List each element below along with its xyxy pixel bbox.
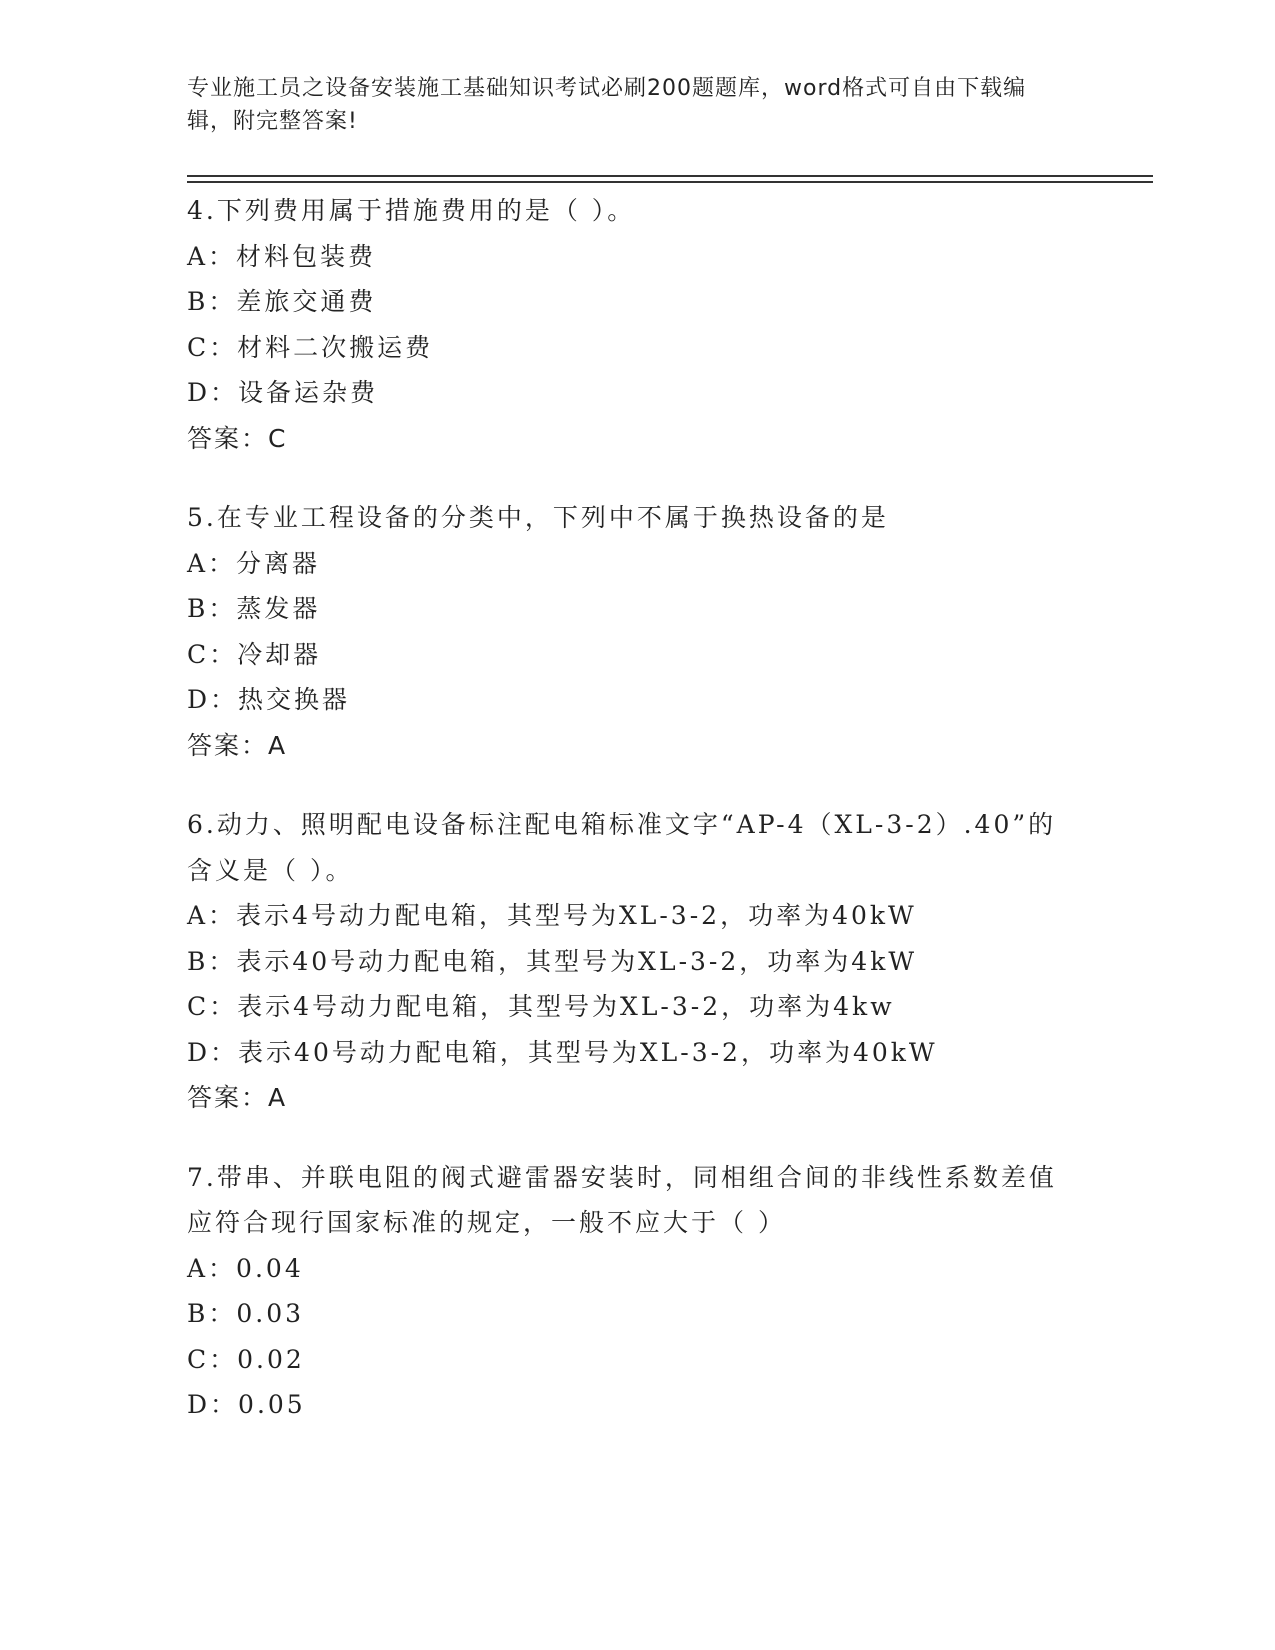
- option-b: B：蒸发器: [187, 594, 321, 623]
- question-list: [187, 188, 1087, 1462]
- option-d: D：热交换器: [187, 685, 351, 714]
- question-5: [187, 495, 1087, 768]
- document-header: 专业施工员之设备安装施工基础知识考试必刷200题题库，word格式可自由下载编辑，附完整答案!: [187, 76, 1027, 134]
- option-b: B：差旅交通费: [187, 287, 377, 316]
- option-b: B：0.03: [187, 1299, 305, 1328]
- question-stem: 6.动力、照明配电设备标注配电箱标准文字“AP-4（XL-3-2）.40”的含义是（ ）。: [187, 810, 1057, 885]
- header-rule-bottom: [187, 181, 1153, 183]
- question-stem: 5.在专业工程设备的分类中，下列中不属于换热设备的是: [187, 503, 889, 532]
- option-d: D：0.05: [187, 1390, 306, 1419]
- option-a: A：0.04: [187, 1253, 304, 1283]
- answer-label: 答案：C: [187, 423, 288, 453]
- option-c: C：0.02: [187, 1344, 305, 1374]
- option-b: B：表示40号动力配电箱，其型号为XL-3-2，功率为4kW: [187, 946, 918, 976]
- question-stem: 7.带串、并联电阻的阀式避雷器安装时，同相组合间的非线性系数差值应符合现行国家标准的规定，一般不应大于（ ）: [187, 1162, 1057, 1237]
- option-c: C：冷却器: [187, 639, 322, 669]
- option-d: D：表示40号动力配电箱，其型号为XL-3-2，功率为40kW: [187, 1037, 938, 1067]
- option-d: D：设备运杂费: [187, 378, 379, 407]
- question-stem: 4.下列费用属于措施费用的是（ ）。: [187, 196, 636, 225]
- option-a: A：表示4号动力配电箱，其型号为XL-3-2，功率为40kW: [187, 901, 917, 930]
- option-a: A：材料包装费: [187, 241, 377, 271]
- option-a: A：分离器: [187, 548, 321, 578]
- header-rule-top: [187, 175, 1153, 177]
- option-c: C：表示4号动力配电箱，其型号为XL-3-2，功率为4kw: [187, 992, 895, 1021]
- question-4: [187, 188, 1087, 461]
- question-7: [187, 1155, 1087, 1428]
- answer-label: 答案：A: [187, 730, 288, 760]
- question-6: [187, 802, 1087, 1121]
- answer-label: 答案：A: [187, 1083, 288, 1112]
- option-c: C：材料二次搬运费: [187, 332, 434, 362]
